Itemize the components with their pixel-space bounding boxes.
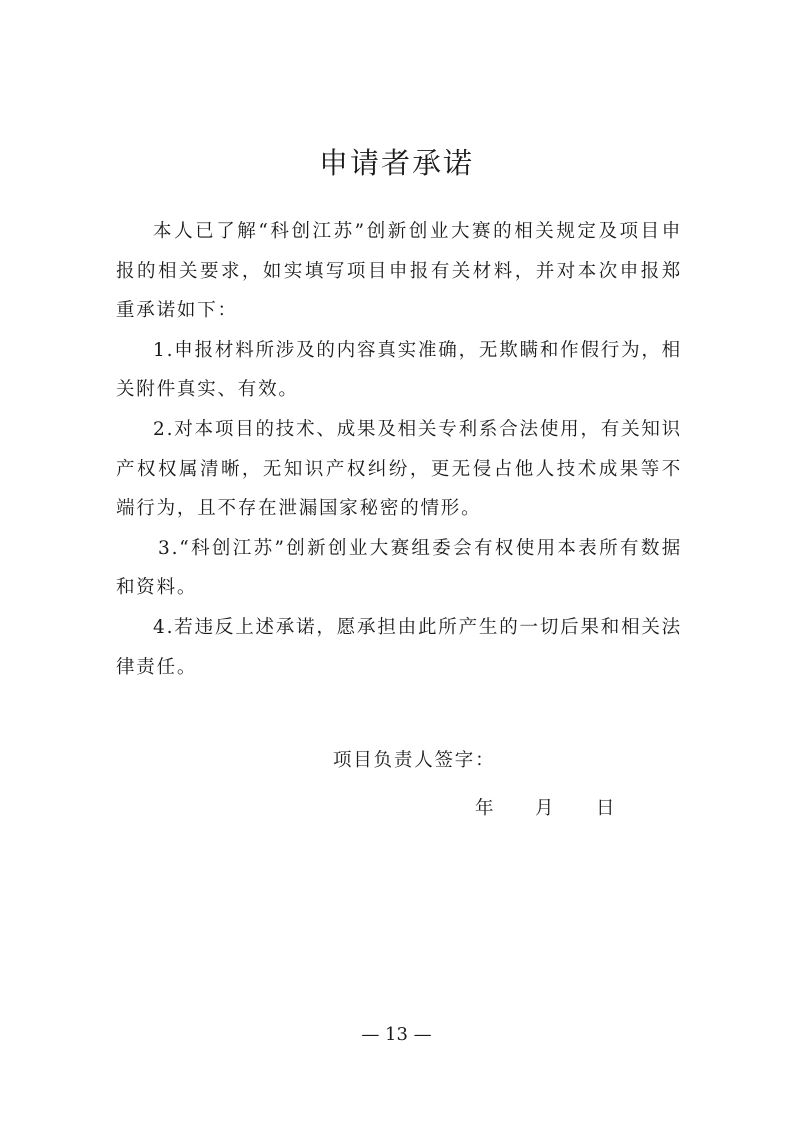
intro-paragraph: 本人已了解“科创江苏”创新创业大赛的相关规定及项目申报的相关要求，如实填写项目申报有关材料，并对本次申报郑重承诺如下： <box>116 221 682 322</box>
signature-label: 项目负责人签字： <box>333 750 496 771</box>
commitment-item-4: 4.若违反上述承诺，愿承担由此所产生的一切后果和相关法律责任。 <box>116 616 682 678</box>
commitment-item-1: 1.申报材料所涉及的内容真实准确，无欺瞒和作假行为，相关附件真实、有效。 <box>116 339 682 401</box>
commitment-item-2: 2.对本项目的技术、成果及相关专利系合法使用，有关知识产权权属清晰，无知识产权纠纷，更无侵占他人技术成果等不端行为，且不存在泄漏国家秘密的情形。 <box>116 418 682 520</box>
commitment-item-3: 3.“科创江苏”创新创业大赛组委会有权使用本表所有数据和资料。 <box>116 537 682 599</box>
date-month-label: 月 <box>535 798 554 819</box>
date-year-label: 年 <box>475 798 494 819</box>
page-title: 申请者承诺 <box>318 146 474 180</box>
commitment-body <box>116 212 682 687</box>
page-number: — 13 — <box>361 1024 432 1045</box>
date-day-label: 日 <box>596 798 615 819</box>
